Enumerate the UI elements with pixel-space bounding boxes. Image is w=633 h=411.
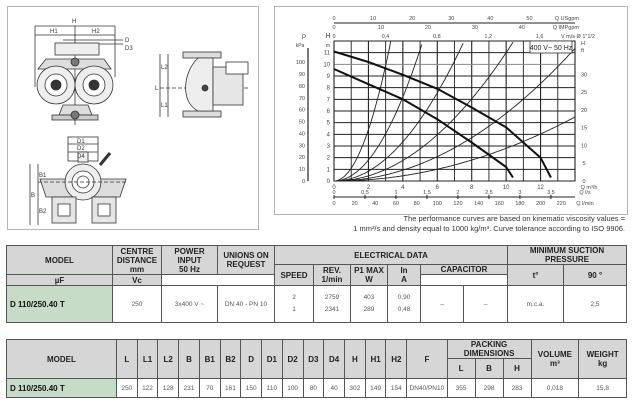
value-l1: 122 xyxy=(137,379,158,398)
svg-text:70: 70 xyxy=(298,95,305,102)
svg-text:220: 220 xyxy=(556,201,566,207)
svg-text:0: 0 xyxy=(332,185,336,191)
svg-text:10: 10 xyxy=(580,143,588,150)
svg-text:Q IMPgpm: Q IMPgpm xyxy=(552,25,579,31)
dim-label-h2: H2 xyxy=(92,29,100,35)
header-rev: REV. 1/min xyxy=(314,265,351,286)
svg-text:8: 8 xyxy=(470,185,474,191)
svg-text:0: 0 xyxy=(332,25,336,31)
svg-text:0: 0 xyxy=(332,201,336,207)
svg-text:5: 5 xyxy=(326,120,330,127)
header-volume: VOLUME m³ xyxy=(531,340,579,379)
pump-dimension-drawing xyxy=(8,7,258,229)
svg-text:0: 0 xyxy=(301,179,305,185)
svg-text:120: 120 xyxy=(453,201,463,207)
svg-text:30: 30 xyxy=(471,25,478,31)
svg-text:0: 0 xyxy=(332,190,336,196)
header-t: t° xyxy=(508,265,564,286)
header-h: H xyxy=(344,340,365,379)
value-d3: 80 xyxy=(303,379,324,398)
svg-text:0,4: 0,4 xyxy=(381,34,390,40)
svg-text:12: 12 xyxy=(537,185,544,191)
table-row xyxy=(7,379,627,398)
svg-text:160: 160 xyxy=(494,201,504,207)
dim-label-d2: D2 xyxy=(77,146,85,152)
value-b2: 161 xyxy=(220,379,241,398)
performance-chart-panel xyxy=(274,6,628,215)
dim-label-l2: L2 xyxy=(161,65,168,71)
header-d2: D2 xyxy=(282,340,303,379)
svg-text:0,5: 0,5 xyxy=(361,190,369,196)
dim-label-h1: H1 xyxy=(50,29,58,35)
svg-text:kPa: kPa xyxy=(295,43,305,49)
note-line-2: 1 mm²/s and density equal to 1000 kg/m³. Curve tolerance according to ISO 9906. xyxy=(353,224,625,233)
speed-values: 2 1 xyxy=(275,286,314,323)
svg-text:10: 10 xyxy=(298,167,305,174)
pump-curve xyxy=(334,69,513,178)
svg-text:40: 40 xyxy=(298,131,305,138)
svg-text:2: 2 xyxy=(366,185,371,191)
header-packing-b: B xyxy=(475,359,503,379)
value-d1: 110 xyxy=(262,379,283,398)
svg-text:1,5: 1,5 xyxy=(423,190,431,196)
header-weight: WEIGHT kg xyxy=(579,340,627,379)
svg-text:1: 1 xyxy=(326,167,330,174)
value-d: 150 xyxy=(241,379,262,398)
svg-text:180: 180 xyxy=(515,201,525,207)
svg-text:30: 30 xyxy=(580,72,588,79)
value-packing-b: 298 xyxy=(475,379,503,398)
svg-text:80: 80 xyxy=(298,83,305,90)
svg-text:60: 60 xyxy=(392,201,400,207)
svg-text:20: 20 xyxy=(580,107,588,114)
svg-text:1: 1 xyxy=(394,190,398,196)
value-packing-h: 283 xyxy=(503,379,531,398)
header-capacitor: CAPACITOR xyxy=(421,265,508,275)
header-b1: B1 xyxy=(199,340,220,379)
header-d3: D3 xyxy=(303,340,324,379)
table-row xyxy=(7,286,627,323)
header-b2: B2 xyxy=(220,340,241,379)
value-f: DN40/PN10 xyxy=(407,379,447,398)
dim-label-d1: D1 xyxy=(77,139,85,145)
value-h2: 154 xyxy=(386,379,407,398)
svg-text:50: 50 xyxy=(526,16,533,22)
header-b: B xyxy=(179,340,200,379)
dim-label-d3: D3 xyxy=(125,46,133,52)
header-h1: H1 xyxy=(365,340,386,379)
model-cell: D 110/250.40 T xyxy=(7,286,113,323)
svg-text:Q m³/h: Q m³/h xyxy=(580,185,598,191)
legend-text: 400 V~ 50 Hz xyxy=(529,45,573,52)
svg-text:40: 40 xyxy=(518,25,525,31)
svg-text:10: 10 xyxy=(370,16,377,22)
value-volume: 0,018 xyxy=(531,379,579,398)
svg-text:4: 4 xyxy=(326,132,330,139)
svg-text:25: 25 xyxy=(580,90,588,97)
performance-curve-chart xyxy=(275,7,627,214)
svg-text:0,8: 0,8 xyxy=(432,34,441,40)
svg-text:200: 200 xyxy=(535,201,546,207)
svg-text:20: 20 xyxy=(351,201,358,207)
svg-text:0: 0 xyxy=(332,16,336,22)
header-l: L xyxy=(116,340,137,379)
svg-text:H: H xyxy=(581,41,585,47)
dim-label-b2: B2 xyxy=(39,209,47,215)
value-l: 250 xyxy=(116,379,137,398)
model-cell: D 110/250.40 T xyxy=(7,379,117,398)
svg-text:30: 30 xyxy=(298,143,305,150)
svg-text:90: 90 xyxy=(298,71,305,78)
header-d: D xyxy=(241,340,262,379)
value-d2: 100 xyxy=(282,379,303,398)
value-d4: 40 xyxy=(324,379,345,398)
header-speed: SPEED xyxy=(275,265,314,286)
svg-text:2: 2 xyxy=(456,190,460,196)
header-l1: L1 xyxy=(137,340,158,379)
svg-text:100: 100 xyxy=(295,60,305,67)
svg-text:0: 0 xyxy=(326,179,330,185)
header-h2: H2 xyxy=(386,340,407,379)
svg-text:0: 0 xyxy=(582,179,586,185)
header-power-input: POWER INPUT 50 Hz xyxy=(162,246,218,275)
svg-text:20: 20 xyxy=(424,25,431,31)
svg-text:140: 140 xyxy=(474,201,484,207)
header-packing-h: H xyxy=(503,359,531,379)
dim-label-b: B xyxy=(31,193,36,199)
performance-note xyxy=(353,214,625,234)
svg-text:6: 6 xyxy=(435,185,439,191)
header-f: F xyxy=(407,340,447,379)
header-in: In A xyxy=(388,265,421,286)
header-centre-distance: CENTRE DISTANCE mm xyxy=(113,246,162,275)
value-b: 231 xyxy=(179,379,200,398)
header-packing-l: L xyxy=(447,359,475,379)
svg-text:V m/s Ø 1"1/2: V m/s Ø 1"1/2 xyxy=(560,34,595,40)
dim-label-l: L xyxy=(155,86,159,92)
svg-text:2,5: 2,5 xyxy=(485,190,493,196)
dimensions-table xyxy=(6,339,627,398)
header-l2: L2 xyxy=(158,340,179,379)
value-b1: 70 xyxy=(199,379,220,398)
vc-value: – xyxy=(464,286,508,323)
svg-text:4: 4 xyxy=(401,185,405,191)
header-t90: 90 ° xyxy=(564,265,627,286)
header-electrical-data: ELECTRICAL DATA xyxy=(275,246,508,265)
svg-text:60: 60 xyxy=(298,107,305,114)
in-values: 0,90 0,48 xyxy=(388,286,421,323)
svg-text:Q l/s: Q l/s xyxy=(579,190,591,196)
value-packing-l: 355 xyxy=(447,379,475,398)
dim-label-l1: L1 xyxy=(161,103,168,109)
p1max-values: 403 289 xyxy=(351,286,388,323)
header-min-suction: MINIMUM SUCTION PRESSURE xyxy=(508,246,627,265)
value-l2: 128 xyxy=(158,379,179,398)
svg-text:15: 15 xyxy=(580,125,588,132)
dim-label-d: D xyxy=(125,38,130,44)
uf-value: – xyxy=(421,286,464,323)
svg-text:ft: ft xyxy=(581,48,585,54)
value-h: 302 xyxy=(344,379,365,398)
header-unions: UNIONS ON REQUEST xyxy=(218,246,275,275)
svg-text:2: 2 xyxy=(326,155,330,162)
dim-label-b1: B1 xyxy=(39,173,47,179)
svg-text:1,2: 1,2 xyxy=(484,34,493,40)
power-input-value: 3x400 V ~ xyxy=(162,286,218,323)
svg-text:m: m xyxy=(325,43,331,49)
header-model: MODEL xyxy=(7,246,113,275)
svg-text:40: 40 xyxy=(487,16,494,22)
svg-text:6: 6 xyxy=(326,109,330,115)
header-d4: D4 xyxy=(324,340,345,379)
dim-label-d4: D4 xyxy=(77,154,85,160)
svg-text:50: 50 xyxy=(298,119,305,126)
unions-value: DN 40 - PN 10 xyxy=(218,286,275,323)
electrical-data-table xyxy=(6,245,627,323)
svg-text:10: 10 xyxy=(502,185,510,191)
dim-label-h: H xyxy=(72,19,77,25)
centre-distance-value: 250 xyxy=(113,286,162,323)
svg-text:9: 9 xyxy=(326,74,330,80)
svg-text:10: 10 xyxy=(377,25,385,31)
t90-value: 2,5 xyxy=(564,286,627,323)
t-value: m.c.a. xyxy=(508,286,564,323)
pump-curve xyxy=(334,52,551,178)
rev-values: 2759 2341 xyxy=(314,286,351,323)
svg-text:Q l/min: Q l/min xyxy=(576,201,594,207)
header-model: MODEL xyxy=(7,340,117,379)
svg-text:7: 7 xyxy=(326,97,330,104)
header-d1: D1 xyxy=(262,340,283,379)
svg-text:0: 0 xyxy=(332,34,336,40)
svg-text:80: 80 xyxy=(413,201,420,207)
svg-text:Q USgpm: Q USgpm xyxy=(554,16,579,22)
svg-text:1,6: 1,6 xyxy=(535,34,544,40)
header-vc: Vc xyxy=(113,275,162,286)
svg-text:10: 10 xyxy=(323,62,330,69)
header-packing-dimensions: PACKING DIMENSIONS xyxy=(447,340,531,359)
svg-text:3: 3 xyxy=(518,190,522,196)
svg-text:H: H xyxy=(325,33,331,40)
value-weight: 15,8 xyxy=(579,379,627,398)
technical-drawing-panel xyxy=(7,6,259,230)
svg-text:P: P xyxy=(301,34,307,41)
svg-text:20: 20 xyxy=(298,155,305,162)
note-line-1: The performance curves are based on kinematic viscosity values = xyxy=(403,214,625,223)
svg-text:20: 20 xyxy=(409,16,416,22)
svg-text:8: 8 xyxy=(326,85,330,92)
header-p1max: P1 MAX W xyxy=(351,265,388,286)
svg-text:100: 100 xyxy=(432,201,442,207)
header-uf: µF xyxy=(7,275,113,286)
svg-text:3,5: 3,5 xyxy=(547,190,555,196)
svg-text:40: 40 xyxy=(372,201,379,207)
svg-text:5: 5 xyxy=(582,161,586,168)
svg-text:30: 30 xyxy=(448,16,455,22)
value-h1: 149 xyxy=(365,379,386,398)
svg-text:11: 11 xyxy=(323,50,330,57)
svg-text:3: 3 xyxy=(326,144,330,150)
